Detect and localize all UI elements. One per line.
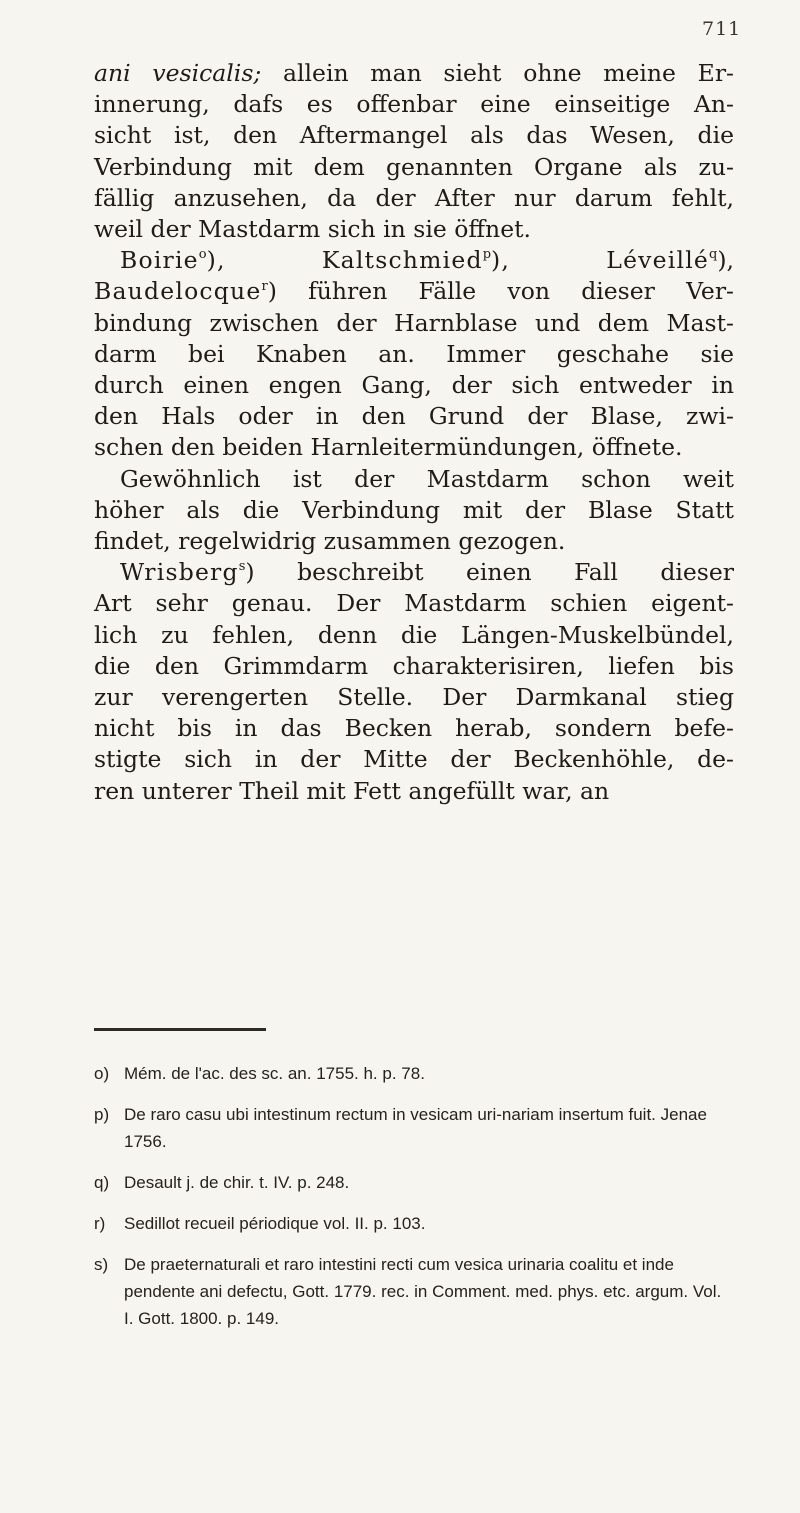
line-text: schen den beiden Harnleitermündungen, öffnete.	[94, 433, 683, 462]
footnote	[94, 1169, 734, 1196]
footnote-label: r)	[94, 1214, 106, 1233]
line-text: zur verengerten Stelle. Der Darmkanal stieg	[94, 683, 734, 712]
footnote	[94, 1210, 734, 1237]
text-line	[94, 557, 734, 588]
line-text: Gewöhnlich ist der Mastdarm schon weit	[120, 464, 734, 493]
line-text: ) beschreibt einen Fall dieser	[245, 558, 734, 587]
text-line	[94, 152, 734, 183]
footnote-marker: r	[261, 278, 268, 294]
footnotes	[94, 1060, 734, 1346]
line-text: höher als die Verbindung mit der Blase Statt	[94, 495, 734, 524]
text-line	[94, 495, 734, 526]
footnote	[94, 1101, 734, 1155]
footnote-label: o)	[94, 1064, 110, 1083]
line-text: innerung, dafs es offenbar eine einseitige An-	[94, 90, 734, 119]
line-text: den Hals oder in den Grund der Blase, zwi-	[94, 402, 734, 431]
line-text: findet, regelwidrig zusammen gezogen.	[94, 527, 566, 556]
line-text: stigte sich in der Mitte der Beckenhöhle, de-	[94, 745, 734, 774]
footnote-marker: q	[709, 247, 718, 263]
text-line	[94, 339, 734, 370]
text-line	[94, 58, 734, 89]
footnote	[94, 1251, 734, 1332]
footnote-text: De praeternaturali et raro intestini recti cum vesica urinaria coalitu et inde pendente ani defectu, Gott. 1779. rec. in Comment. med. phys. etc. argum. Vol. I. Gott. 1800. p. 149.	[124, 1255, 722, 1328]
line-text: ) führen Fälle von dieser Ver-	[267, 277, 734, 306]
line-text: ), Léveillé	[491, 246, 710, 275]
footnote	[94, 1060, 734, 1087]
text-line	[94, 651, 734, 682]
footnote-text: Desault j. de chir. t. IV. p. 248.	[124, 1173, 350, 1192]
line-text: ren unterer Theil mit Fett angefüllt war, an	[94, 776, 610, 805]
line-text: Art sehr genau. Der Mastdarm schien eigent-	[94, 589, 734, 618]
footnote-text: Sedillot recueil périodique vol. II. p. 103.	[124, 1214, 426, 1233]
footnote-marker: o	[198, 247, 207, 263]
text-line	[94, 401, 734, 432]
line-text: darm bei Knaben an. Immer geschahe sie	[94, 339, 734, 368]
text-line	[94, 308, 734, 339]
text-line	[94, 682, 734, 713]
footnote-text: Mém. de l'ac. des sc. an. 1755. h. p. 78.	[124, 1064, 425, 1083]
footnote-label: s)	[94, 1255, 109, 1274]
line-text: durch einen engen Gang, der sich entweder in	[94, 371, 734, 400]
author-name: Boirie	[120, 246, 199, 275]
text-line	[94, 245, 734, 276]
text-line	[94, 183, 734, 214]
line-text: die den Grimmdarm charakterisiren, liefen bis	[94, 651, 734, 680]
text-line	[94, 776, 734, 807]
author-name: Wrisberg	[120, 558, 239, 587]
text-line	[94, 744, 734, 775]
page-number: 711	[702, 18, 742, 40]
footnote-marker: s	[238, 559, 246, 575]
line-text: nicht bis in das Becken herab, sondern befe-	[94, 714, 734, 743]
line-text: sicht ist, den Aftermangel als das Wesen, die	[94, 121, 734, 150]
body-text	[94, 58, 734, 807]
text-line	[94, 432, 734, 463]
footnote-label: q)	[94, 1173, 110, 1192]
text-line	[94, 370, 734, 401]
text-line	[94, 588, 734, 619]
line-text: ),	[717, 246, 734, 275]
text-line	[94, 120, 734, 151]
author-name: Baudelocque	[94, 277, 262, 306]
footnote-marker: p	[482, 247, 492, 263]
line-text: Verbindung mit dem genannten Organe als zu-	[94, 152, 734, 181]
text-line	[94, 526, 734, 557]
line-text: lich zu fehlen, denn die Längen-Muskelbündel,	[94, 620, 734, 649]
text-line	[94, 89, 734, 120]
line-text: bindung zwischen der Harnblase und dem Mast-	[94, 308, 734, 337]
footnote-label: p)	[94, 1105, 110, 1124]
line-text: allein man sieht ohne meine Er-	[261, 59, 734, 87]
text-line	[94, 620, 734, 651]
text-line	[94, 214, 734, 245]
footnote-divider	[94, 1028, 266, 1031]
line-text: fällig anzusehen, da der After nur darum fehlt,	[94, 183, 734, 212]
footnote-text: De raro casu ubi intestinum rectum in vesicam uri-nariam insertum fuit. Jenae 1756.	[124, 1105, 707, 1151]
line-text: ani vesicalis;	[94, 59, 262, 87]
text-line	[94, 464, 734, 495]
text-line	[94, 276, 734, 307]
line-text: ), Kaltschmied	[206, 246, 483, 275]
text-line	[94, 713, 734, 744]
line-text: weil der Mastdarm sich in sie öffnet.	[94, 215, 532, 244]
